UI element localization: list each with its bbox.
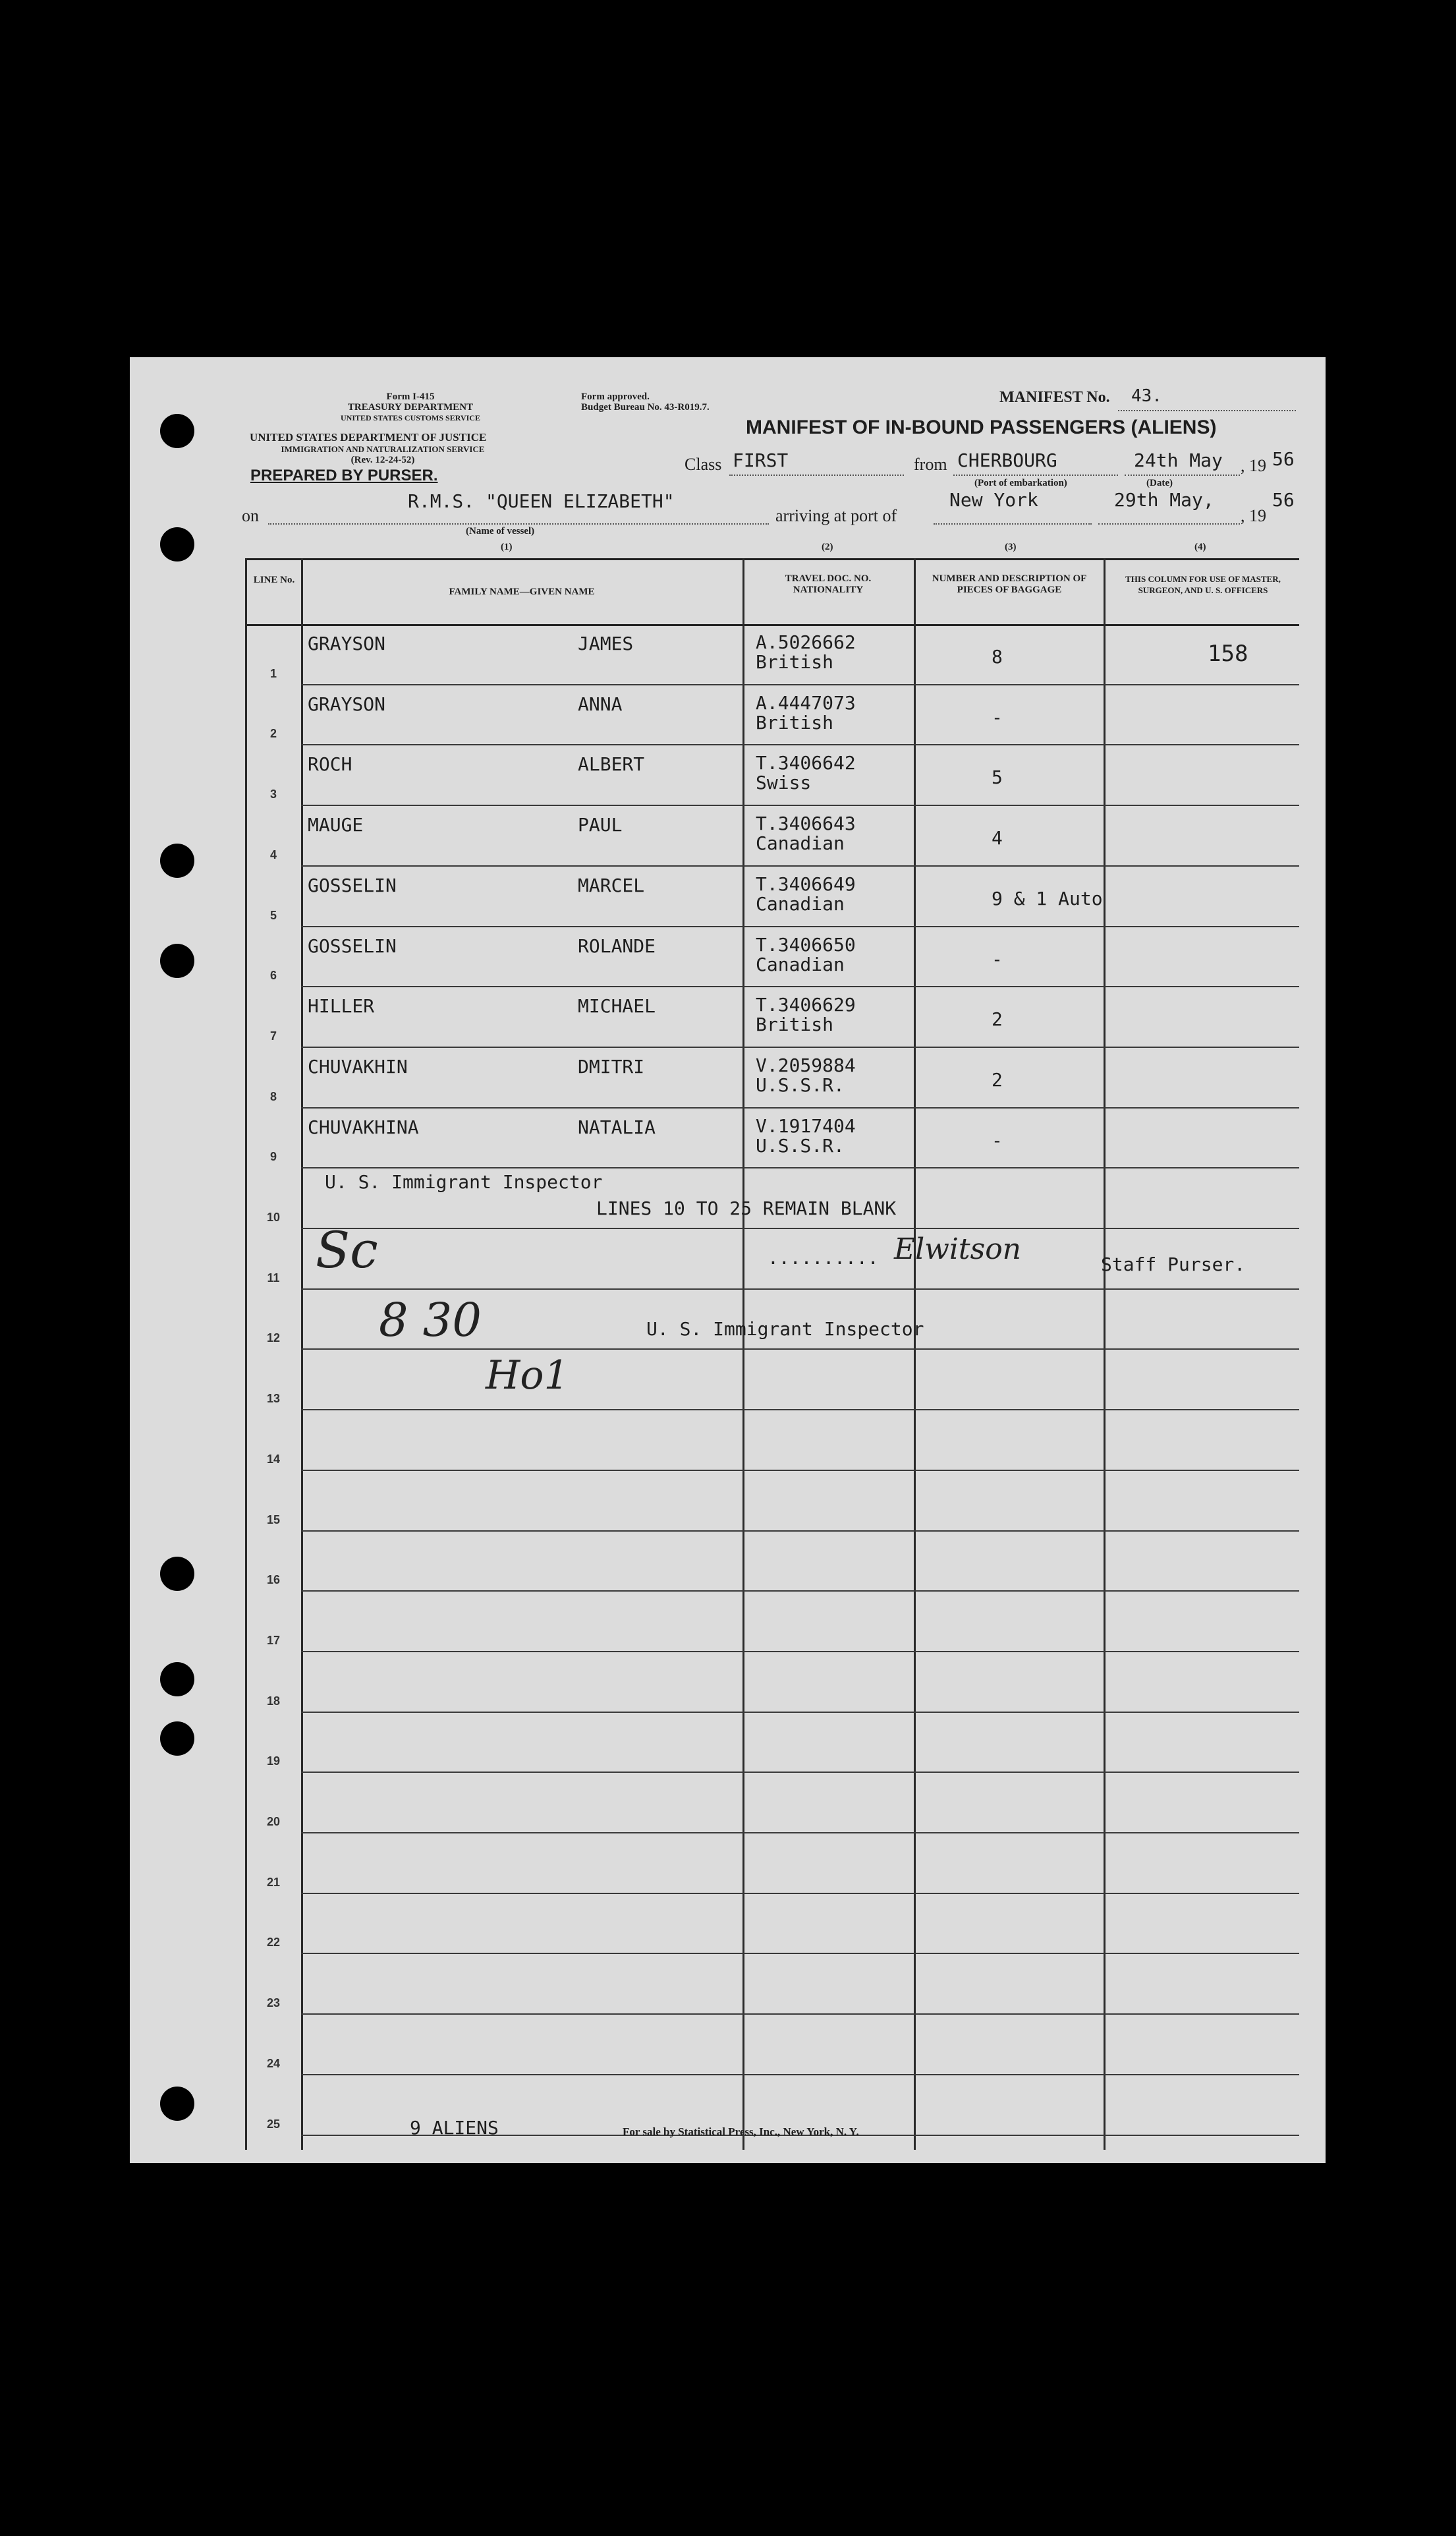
handwritten-signature: Sc <box>316 1221 378 1279</box>
doc-col-divider <box>914 558 916 2150</box>
row-divider <box>301 1107 1299 1109</box>
row-divider <box>301 1712 1299 1713</box>
row-divider <box>301 1470 1299 1471</box>
given-name: ROLANDE <box>578 935 656 957</box>
col-number-1: (1) <box>501 542 513 552</box>
baggage-count: - <box>992 1130 1003 1151</box>
row-divider <box>301 1047 1299 1048</box>
row-divider <box>301 2074 1299 2075</box>
arrival-port-line <box>934 523 1092 525</box>
family-name: GOSSELIN <box>308 935 397 957</box>
arrival-year: 56 <box>1272 489 1295 511</box>
table-top-border <box>245 558 1299 560</box>
remain-blank-note: LINES 10 TO 25 REMAIN BLANK <box>596 1197 897 1219</box>
binder-hole <box>160 944 194 978</box>
line-number: 18 <box>266 1694 281 1708</box>
row-divider <box>301 1953 1299 1954</box>
manifest-sheet <box>130 357 1326 2163</box>
given-name: NATALIA <box>578 1116 656 1138</box>
nationality: British <box>756 712 834 734</box>
nationality: Swiss <box>756 772 812 793</box>
travel-doc-number: V.2059884 <box>756 1054 856 1076</box>
line-number: 23 <box>266 1996 281 2009</box>
header-travel-doc: TRAVEL DOC. NO. NATIONALITY <box>785 573 872 595</box>
handwritten-initials: Ho1 <box>486 1352 569 1398</box>
line-number: 12 <box>266 1331 281 1344</box>
row-divider <box>301 1409 1299 1410</box>
line-number: 7 <box>269 1029 277 1043</box>
line-number: 15 <box>266 1513 281 1526</box>
nationality: British <box>756 651 834 673</box>
embark-year: 56 <box>1272 448 1295 470</box>
travel-doc-number: V.1917404 <box>756 1115 856 1137</box>
justice-label: UNITED STATES DEPARTMENT OF JUSTICE <box>250 431 487 444</box>
customs-label: UNITED STATES CUSTOMS SERVICE <box>341 413 480 422</box>
row-divider <box>301 1590 1299 1592</box>
baggage-count: 9 & 1 Auto <box>992 888 1103 909</box>
given-name: ALBERT <box>578 753 645 775</box>
arrival-year-prefix: , 19 <box>1241 506 1266 525</box>
purser-dots: .......... <box>768 1247 879 1269</box>
line-number: 24 <box>266 2057 281 2070</box>
header-baggage: NUMBER AND DESCRIPTION OF PIECES OF BAGGAGE <box>932 573 1087 595</box>
family-name: CHUVAKHIN <box>308 1056 408 1078</box>
budget-bureau: Budget Bureau No. 43-R019.7. <box>581 402 710 413</box>
binder-hole <box>160 527 194 562</box>
embark-date-line <box>1125 475 1240 476</box>
line-number: 20 <box>266 1815 281 1828</box>
nationality: British <box>756 1014 834 1035</box>
given-name: PAUL <box>578 814 623 836</box>
aliens-total: 9 ALIENS <box>410 2117 499 2139</box>
line-number: 22 <box>266 1936 281 1949</box>
arriving-label: arriving at port of <box>775 506 897 525</box>
given-name: MARCEL <box>578 875 645 896</box>
family-name: CHUVAKHINA <box>308 1116 419 1138</box>
arrival-date-line <box>1098 523 1240 525</box>
embark-caption: (Port of embarkation) <box>974 478 1067 488</box>
travel-doc-number: T.3406643 <box>756 813 856 834</box>
line-number: 13 <box>266 1392 281 1405</box>
inspector-note-2: U. S. Immigrant Inspector <box>646 1318 924 1340</box>
header-name: FAMILY NAME—GIVEN NAME <box>449 587 595 597</box>
line-number: 6 <box>269 969 277 982</box>
binder-hole <box>160 1557 194 1591</box>
row-divider <box>301 1228 1299 1229</box>
nationality: Canadian <box>756 893 845 915</box>
line-number: 21 <box>266 1876 281 1889</box>
nationality: U.S.S.R. <box>756 1074 845 1096</box>
ins-label: IMMIGRATION AND NATURALIZATION SERVICE <box>281 444 485 454</box>
header-officers: THIS COLUMN FOR USE OF MASTER, SURGEON, AND U. S. OFFICERS <box>1125 574 1281 595</box>
baggage-count: 8 <box>992 646 1003 668</box>
form-approved: Form approved. <box>581 391 650 402</box>
arrival-date: 29th May, <box>1114 489 1214 511</box>
travel-doc-number: T.3406650 <box>756 934 856 956</box>
row-divider <box>301 986 1299 987</box>
family-name: HILLER <box>308 995 375 1017</box>
line-number: 11 <box>267 1271 280 1284</box>
row-divider <box>301 1832 1299 1833</box>
binder-hole <box>160 414 194 448</box>
row-divider <box>301 1288 1299 1290</box>
binder-hole <box>160 1721 194 1756</box>
date-caption: (Date) <box>1146 478 1173 488</box>
inspector-note-1: U. S. Immigrant Inspector <box>325 1171 603 1193</box>
class-line <box>729 475 904 476</box>
family-name: GRAYSON <box>308 633 386 654</box>
manifest-number-line <box>1118 410 1296 411</box>
purser-title: Staff Purser. <box>1101 1254 1246 1275</box>
col-number-2: (2) <box>822 542 833 552</box>
baggage-count: - <box>992 948 1003 970</box>
row-divider <box>301 684 1299 685</box>
rev-label: (Rev. 12-24-52) <box>350 455 415 465</box>
baggage-count: 5 <box>992 766 1003 788</box>
line-number: 19 <box>266 1754 281 1768</box>
given-name: JAMES <box>578 633 634 654</box>
line-number: 14 <box>266 1453 281 1466</box>
row-divider <box>301 2013 1299 2015</box>
travel-doc-number: T.3406649 <box>756 873 856 895</box>
col-number-3: (3) <box>1005 542 1017 552</box>
baggage-col-divider <box>1104 558 1106 2150</box>
header-line-no: LINE No. <box>253 575 295 585</box>
family-name: MAUGE <box>308 814 364 836</box>
travel-doc-number: T.3406629 <box>756 994 856 1016</box>
embark-year-prefix: , 19 <box>1241 456 1266 475</box>
row-divider <box>301 805 1299 806</box>
baggage-count: 2 <box>992 1008 1003 1030</box>
given-name: DMITRI <box>578 1056 645 1078</box>
purser-signature: Elwitson <box>894 1232 1022 1266</box>
prepared-by: PREPARED BY PURSER. <box>250 467 438 484</box>
binder-hole <box>160 844 194 878</box>
line-col-divider <box>301 558 303 2150</box>
line-number: 9 <box>269 1150 277 1163</box>
header-bottom-border <box>245 624 1299 626</box>
given-name: ANNA <box>578 693 623 715</box>
row-divider <box>301 926 1299 927</box>
family-name: ROCH <box>308 753 352 775</box>
baggage-count: 2 <box>992 1069 1003 1091</box>
line-number: 3 <box>269 788 277 801</box>
travel-doc-number: A.5026662 <box>756 631 856 653</box>
binder-hole <box>160 2087 194 2121</box>
row-divider <box>301 1348 1299 1350</box>
row-divider <box>301 1530 1299 1532</box>
form-number: Form I-415 <box>386 391 435 402</box>
line-number: 4 <box>269 848 277 861</box>
line-number: 5 <box>269 909 277 922</box>
travel-doc-number: A.4447073 <box>756 692 856 714</box>
row-divider <box>301 1772 1299 1773</box>
line-number: 10 <box>266 1211 281 1224</box>
table-left-border <box>245 558 247 2150</box>
vessel-caption: (Name of vessel) <box>466 526 535 536</box>
class-label: Class <box>685 455 722 474</box>
col-number-4: (4) <box>1194 542 1206 552</box>
row-divider <box>301 865 1299 867</box>
on-label: on <box>242 506 259 525</box>
nationality: U.S.S.R. <box>756 1135 845 1157</box>
manifest-number-label: MANIFEST No. <box>999 389 1110 406</box>
binder-hole <box>160 1662 194 1696</box>
handwritten-time: 8 30 <box>379 1293 482 1347</box>
line-number: 25 <box>266 2118 281 2131</box>
row-divider <box>301 1893 1299 1894</box>
baggage-count: 4 <box>992 827 1003 849</box>
row-divider <box>301 1167 1299 1168</box>
given-name: MICHAEL <box>578 995 656 1017</box>
line-number: 2 <box>269 727 277 740</box>
vessel-name: R.M.S. "QUEEN ELIZABETH" <box>408 490 675 512</box>
embark-date: 24th May <box>1134 449 1223 471</box>
travel-doc-number: T.3406642 <box>756 752 856 774</box>
arrival-port: New York <box>949 489 1038 511</box>
officer-note: 158 <box>1208 641 1248 667</box>
manifest-title: MANIFEST OF IN-BOUND PASSENGERS (ALIENS) <box>746 417 1217 438</box>
line-number: 17 <box>266 1634 281 1647</box>
row-divider <box>301 744 1299 745</box>
name-col-divider <box>742 558 744 2150</box>
baggage-count: - <box>992 706 1003 728</box>
line-number: 1 <box>269 667 277 680</box>
embark-line <box>953 475 1118 476</box>
vessel-line <box>268 523 769 525</box>
class-value: FIRST <box>733 449 789 471</box>
from-label: from <box>914 455 947 474</box>
nationality: Canadian <box>756 954 845 975</box>
treasury-label: TREASURY DEPARTMENT <box>347 402 474 413</box>
line-number: 8 <box>269 1090 277 1103</box>
manifest-number: 43. <box>1131 386 1162 406</box>
embark-port: CHERBOURG <box>957 449 1057 471</box>
family-name: GRAYSON <box>308 693 386 715</box>
row-divider <box>301 1651 1299 1652</box>
line-number: 16 <box>266 1573 281 1586</box>
publisher-note: For sale by Statistical Press, Inc., New York, N. Y. <box>623 2125 859 2138</box>
family-name: GOSSELIN <box>308 875 397 896</box>
nationality: Canadian <box>756 832 845 854</box>
